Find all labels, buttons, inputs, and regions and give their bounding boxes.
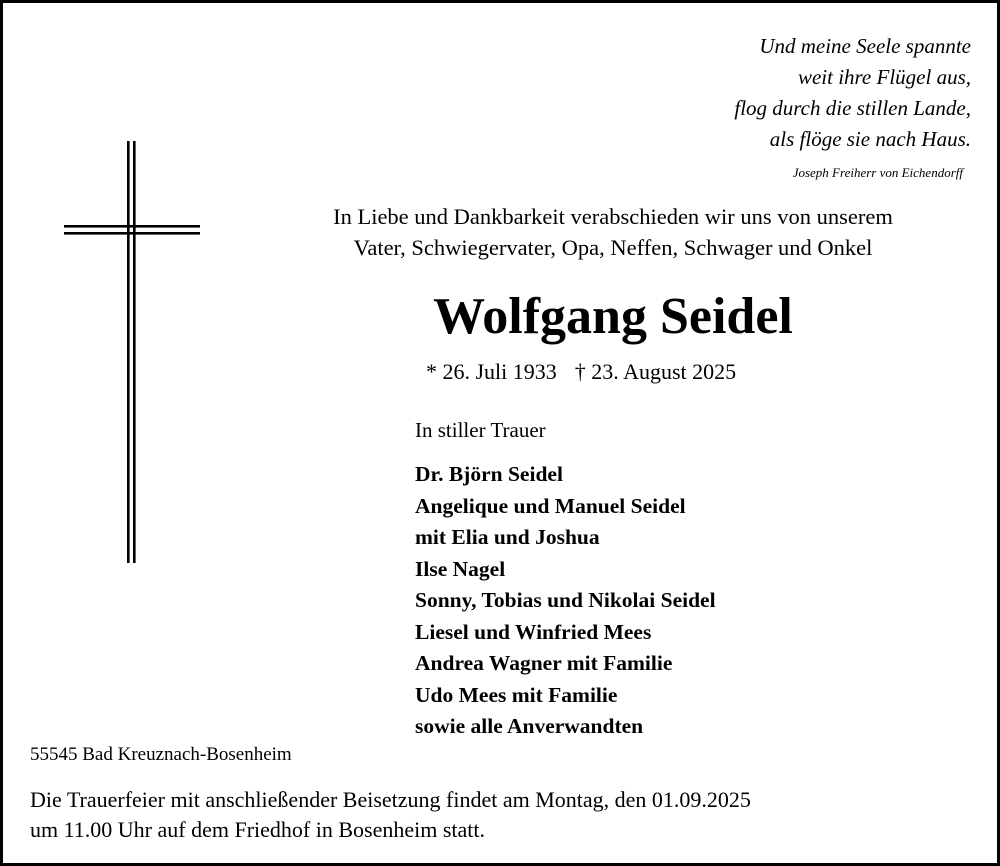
mourner-item: Angelique und Manuel Seidel bbox=[415, 493, 686, 518]
location: 55545 Bad Kreuznach-Bosenheim bbox=[30, 744, 292, 765]
mourner-item: sowie alle Anverwandten bbox=[415, 714, 644, 738]
mourners-list bbox=[415, 459, 716, 743]
poem-line: flog durch die stillen Lande, bbox=[734, 96, 971, 120]
mourner-item: Dr. Björn Seidel bbox=[415, 462, 563, 486]
mourner-item: Liesel und Winfried Mees bbox=[415, 619, 652, 644]
poem-line: weit ihre Flügel aus, bbox=[797, 65, 971, 89]
poem-line: als flöge sie nach Haus. bbox=[769, 127, 971, 151]
cross-icon bbox=[61, 141, 203, 563]
mourner-item: mit Elia und Joshua bbox=[415, 525, 600, 549]
intro-line: Vater, Schwiegervater, Opa, Neffen, Schwager und Onkel bbox=[353, 235, 873, 260]
intro-text bbox=[228, 201, 998, 263]
life-dates bbox=[426, 359, 736, 385]
service-line: um 11.00 Uhr auf dem Friedhof in Bosenheim statt. bbox=[30, 817, 486, 842]
poem bbox=[734, 31, 971, 155]
death-date: † 23. August 2025 bbox=[574, 359, 737, 384]
service-line: Die Trauerfeier mit anschließender Beisetzung findet am Montag, den 01.09.2025 bbox=[30, 787, 751, 812]
mourner-item: Sonny, Tobias und Nikolai Seidel bbox=[415, 588, 716, 612]
poem-author: Joseph Freiherr von Eichendorff bbox=[792, 165, 963, 180]
mourner-item: Udo Mees mit Familie bbox=[415, 682, 618, 707]
intro-line: In Liebe und Dankbarkeit verabschieden wir uns von unserem bbox=[333, 204, 893, 229]
mourning-heading: In stiller Trauer bbox=[415, 418, 546, 442]
deceased-name: Wolfgang Seidel bbox=[433, 288, 793, 345]
service-info bbox=[30, 785, 930, 845]
poem-line: Und meine Seele spannte bbox=[759, 34, 971, 58]
mourner-item: Andrea Wagner mit Familie bbox=[415, 651, 673, 675]
birth-date: * 26. Juli 1933 bbox=[426, 359, 557, 384]
mourner-item: Ilse Nagel bbox=[415, 556, 506, 581]
